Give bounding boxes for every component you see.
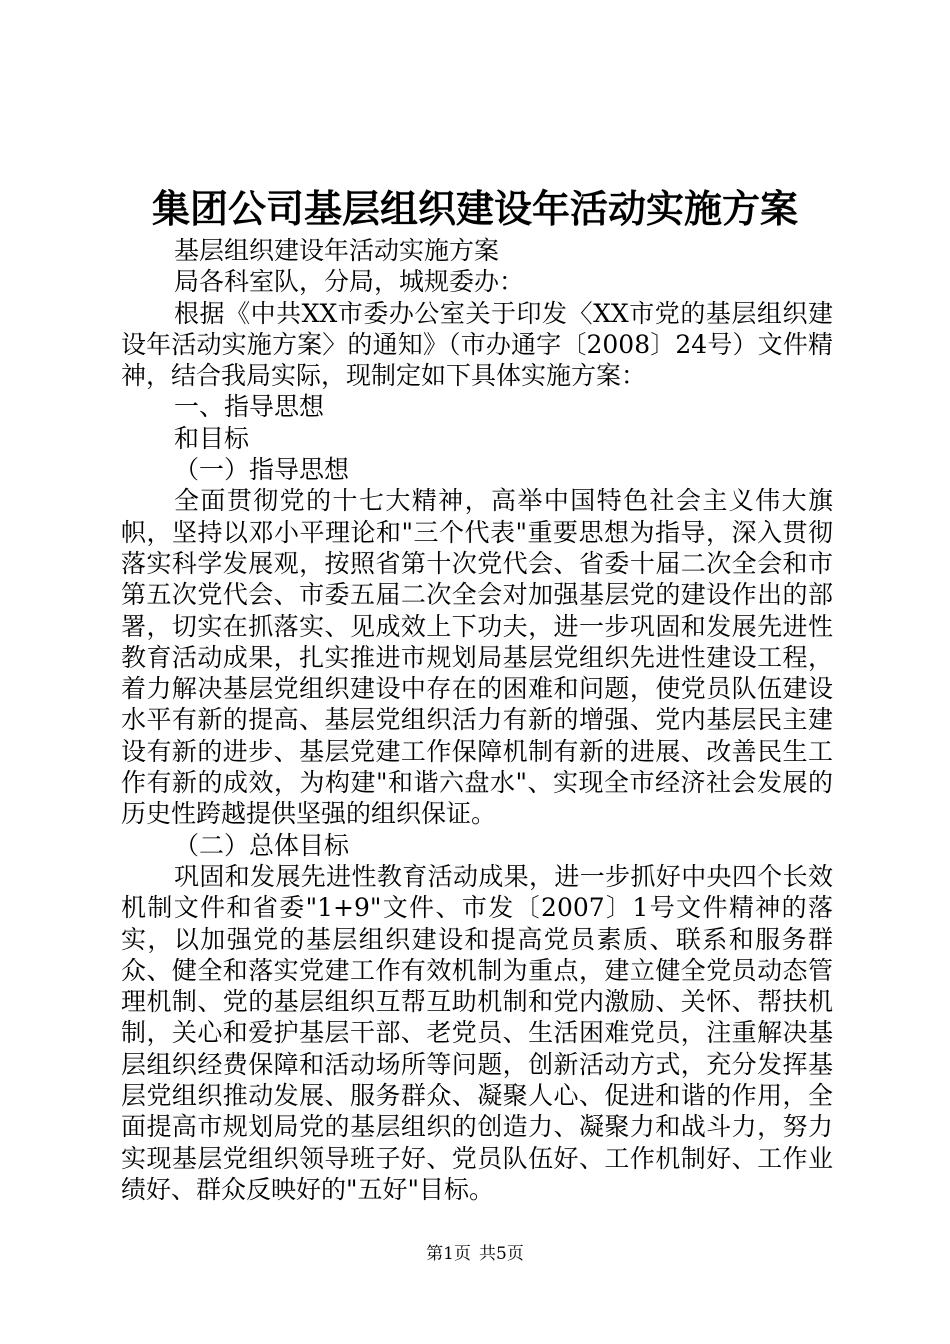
page-total: 共5页 xyxy=(479,1244,524,1264)
addressee-paragraph: 局各科室队，分局，城规委办： xyxy=(174,267,525,297)
section-heading-continued: 和目标 xyxy=(174,423,250,453)
subsection-heading-guiding-thought: （一）指导思想 xyxy=(174,455,350,485)
guiding-thought-paragraph: 全面贯彻党的十七大精神，高举中国特色社会主义伟大旗帜，坚持以邓小平理论和"三个代表"重要思想为指导，深入贯彻落实科学发展观，按照省第十次党代会、省委十届二次全会和市第五次党代会、市委五届二次全会对加强基层党的建设作出的部署，切实在抓落实、见成效上下功夫，进一步巩固和发展先进性教育活动成果，扎实推进市规划局基层党组织先进性建设工程，着力解决基层党组织建设中存在的困难和问题，使党员队伍建设水平有新的提高、基层党组织活力有新的增强、党内基层民主建设有新的进步、基层党建工作保障机制有新的进展、改善民生工作有新的成效，为构建"和谐六盘水"、实现全市经济社会发展的历史性跨越提供坚强的组织保证。 xyxy=(121,486,833,829)
page-number: 第1页 xyxy=(426,1244,471,1264)
page-footer xyxy=(0,1243,950,1265)
section-heading: 一、指导思想 xyxy=(174,392,325,422)
document-title: 集团公司基层组织建设年活动实施方案 xyxy=(151,187,798,231)
overall-goal-paragraph: 巩固和发展先进性教育活动成果，进一步抓好中央四个长效机制文件和省委"1+9"文件、市发〔2007〕1号文件精神的落实，以加强党的基层组织建设和提高党员素质、联系和服务群众、健全和落实党建工作有效机制为重点，建立健全党员动态管理机制、党的基层组织互帮互助机制和党内激励、关怀、帮扶机制，关心和爱护基层干部、老党员、生活困难党员，注重解决基层组织经费保障和活动场所等问题，创新活动方式，充分发挥基层党组织推动发展、服务群众、凝聚人心、促进和谐的作用，全面提高市规划局党的基层组织的创造力、凝聚力和战斗力，努力实现基层党组织领导班子好、党员队伍好、工作机制好、工作业绩好、群众反映好的"五好"目标。 xyxy=(121,861,833,1204)
intro-paragraph: 根据《中共XX市委办公室关于印发〈XX市党的基层组织建设年活动实施方案〉的通知》（市办通字〔2008〕24号）文件精神，结合我局实际，现制定如下具体实施方案： xyxy=(121,298,833,391)
document-body xyxy=(121,235,833,1205)
subsection-heading-overall-goal: （二）总体目标 xyxy=(174,830,350,860)
subtitle-paragraph: 基层组织建设年活动实施方案 xyxy=(174,236,500,265)
